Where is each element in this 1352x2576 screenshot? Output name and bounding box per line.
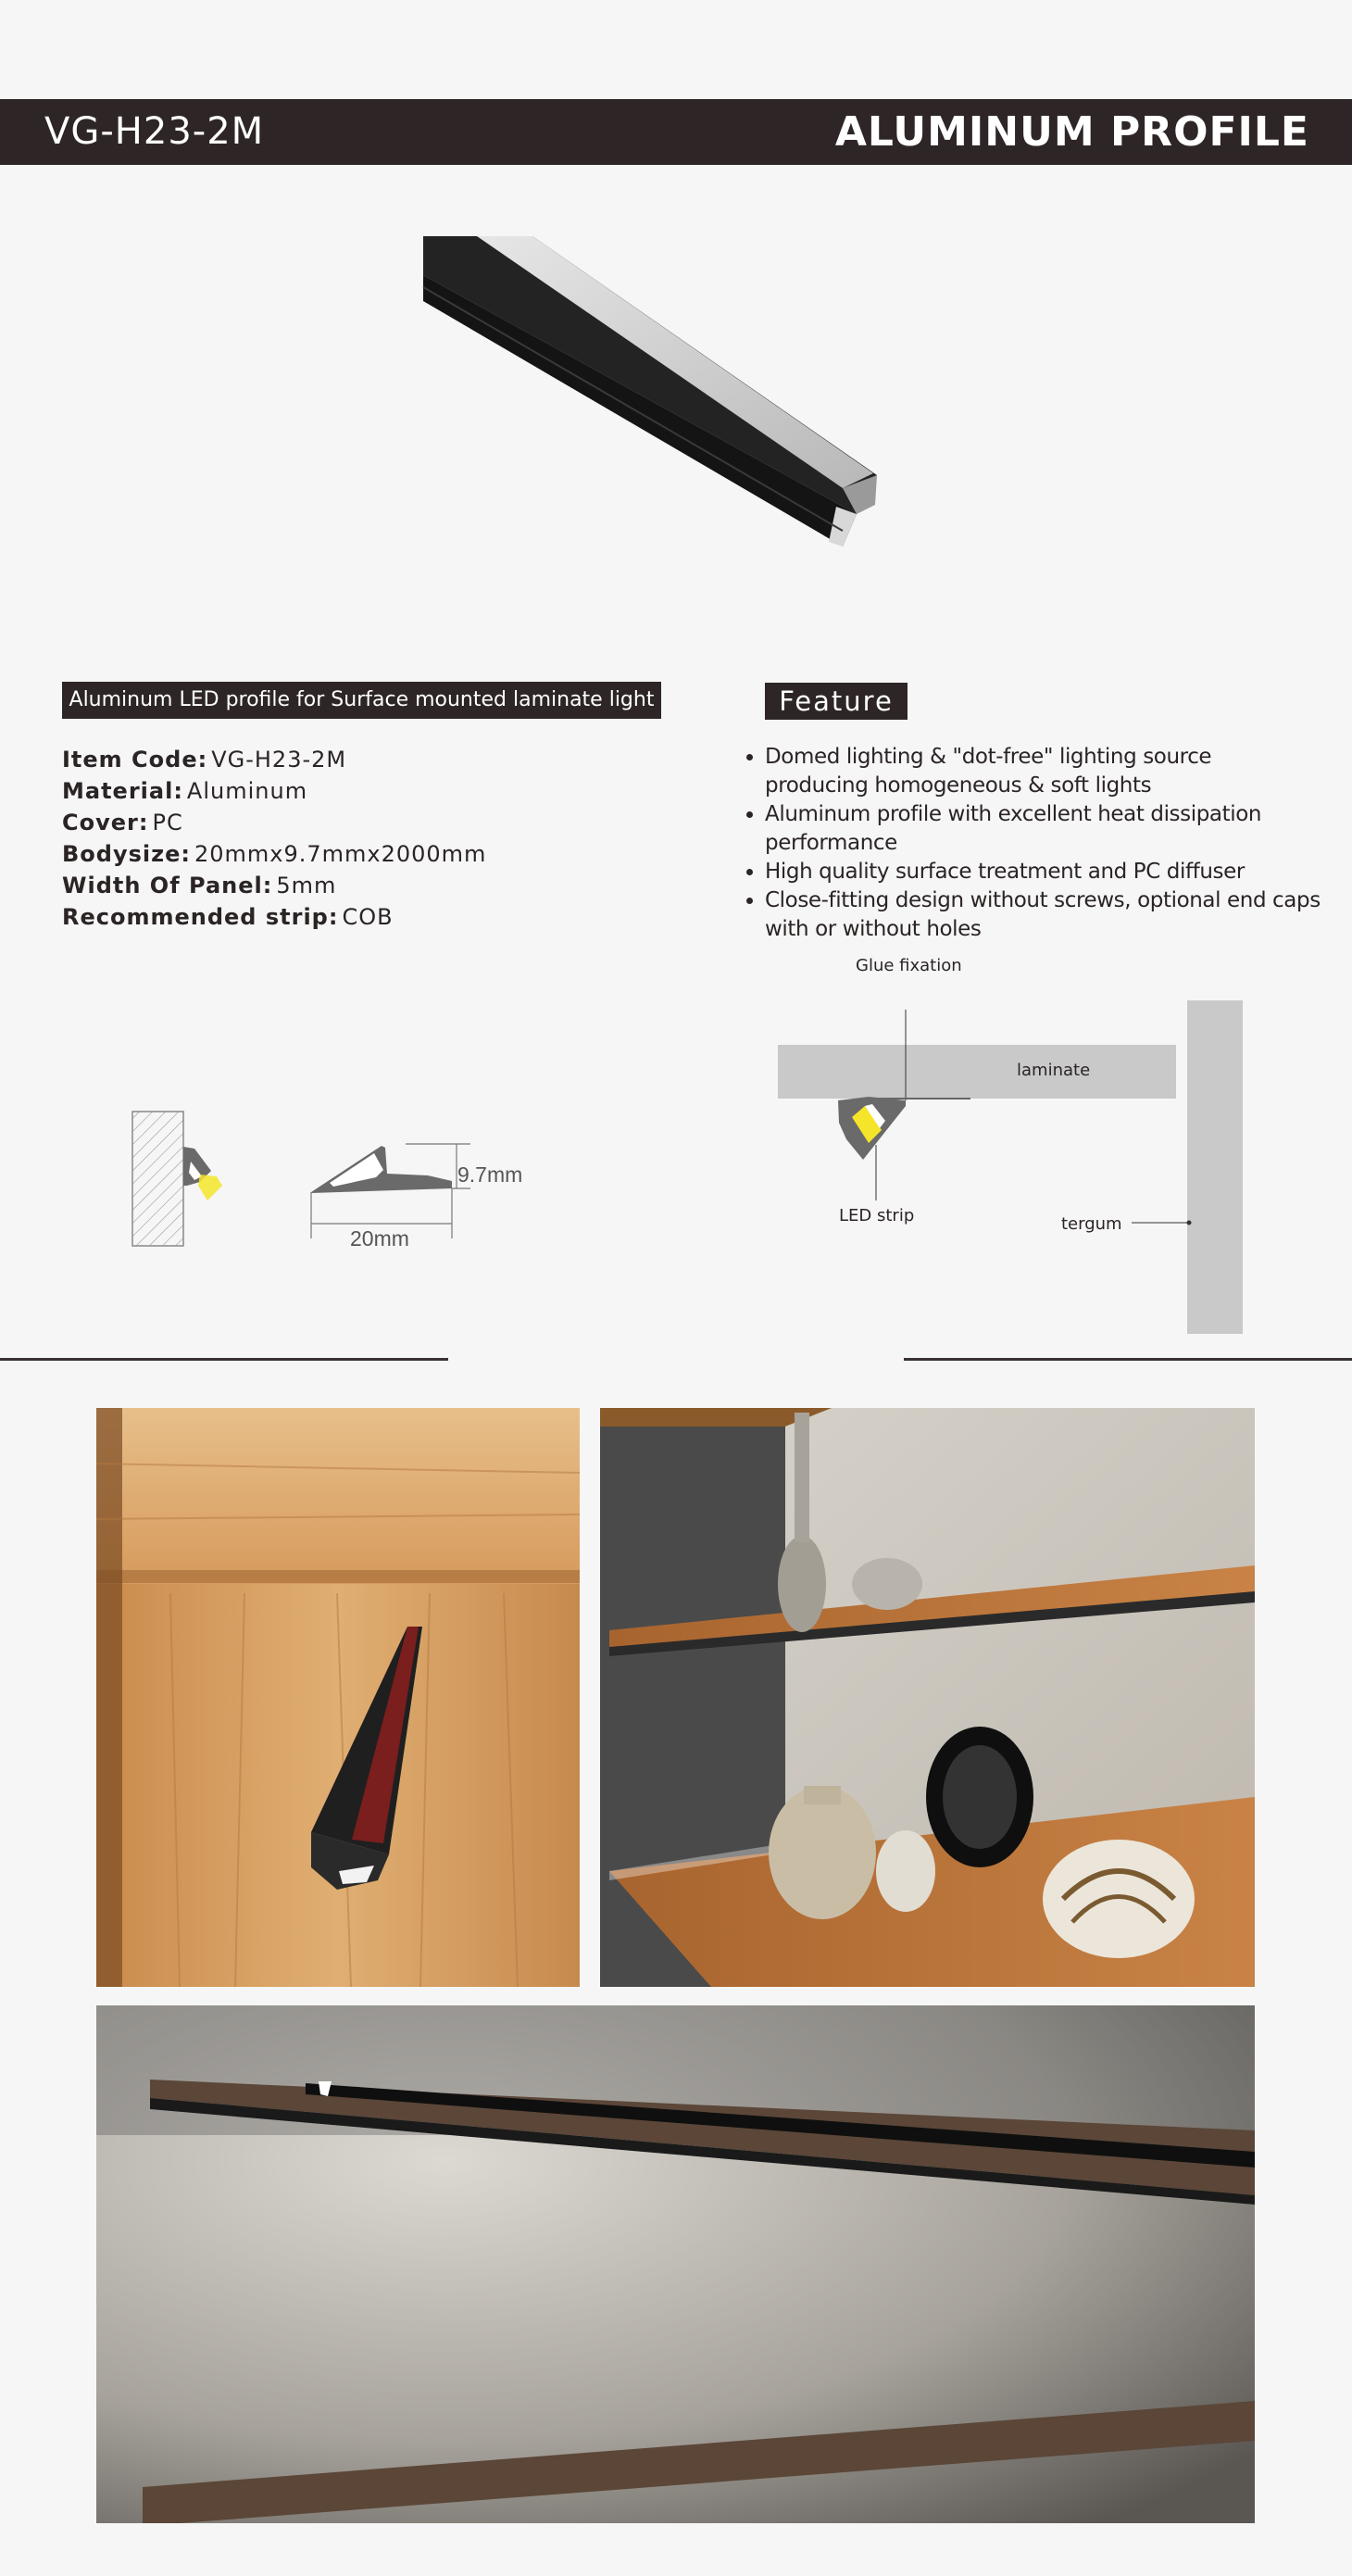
wall-mounting-icon	[130, 1108, 241, 1247]
spec-item-code: Item Code: VG-H23-2M	[62, 747, 347, 773]
model-code: VG-H23-2M	[44, 110, 265, 153]
floating-shelf-photo	[96, 2005, 1255, 2523]
shelf-decor-photo	[600, 1408, 1255, 1987]
feature-label: Feature	[765, 683, 908, 720]
spec-recommended-strip: Recommended strip: COB	[62, 904, 394, 930]
feature-item: • High quality surface treatment and PC diffuser	[765, 858, 1321, 886]
profile-render-image	[421, 236, 884, 556]
installation-diagram	[769, 991, 1250, 1343]
dimension-width: 20mm	[350, 1226, 409, 1250]
product-type-title: ALUMINUM PROFILE	[834, 108, 1309, 156]
section-divider-left	[0, 1358, 448, 1361]
feature-list	[748, 743, 1321, 944]
glue-fixation-label: Glue fixation	[856, 956, 962, 975]
spec-panel-width: Width Of Panel: 5mm	[62, 873, 337, 898]
laminate-label: laminate	[1017, 1061, 1091, 1080]
spec-material: Material: Aluminum	[62, 778, 308, 804]
led-strip-label: LED strip	[839, 1206, 915, 1225]
spec-bodysize: Bodysize: 20mmx9.7mmx2000mm	[62, 841, 487, 867]
description-label: Aluminum LED profile for Surface mounted laminate light	[62, 682, 661, 719]
dimension-height: 9.7mm	[457, 1162, 523, 1187]
feature-item: • Close-fitting design without screws, optional end caps with or without holes	[765, 886, 1321, 944]
spec-cover: Cover: PC	[62, 810, 183, 836]
section-divider-right	[904, 1358, 1352, 1361]
feature-item: • Aluminum profile with excellent heat dissipation performance	[765, 800, 1321, 858]
tergum-label: tergum	[1061, 1214, 1122, 1234]
spec-list	[62, 744, 486, 933]
feature-item: • Domed lighting & "dot-free" lighting source producing homogeneous & soft lights	[765, 743, 1321, 800]
wood-profile-photo	[96, 1408, 580, 1987]
profile-cross-section-icon	[306, 1135, 491, 1241]
